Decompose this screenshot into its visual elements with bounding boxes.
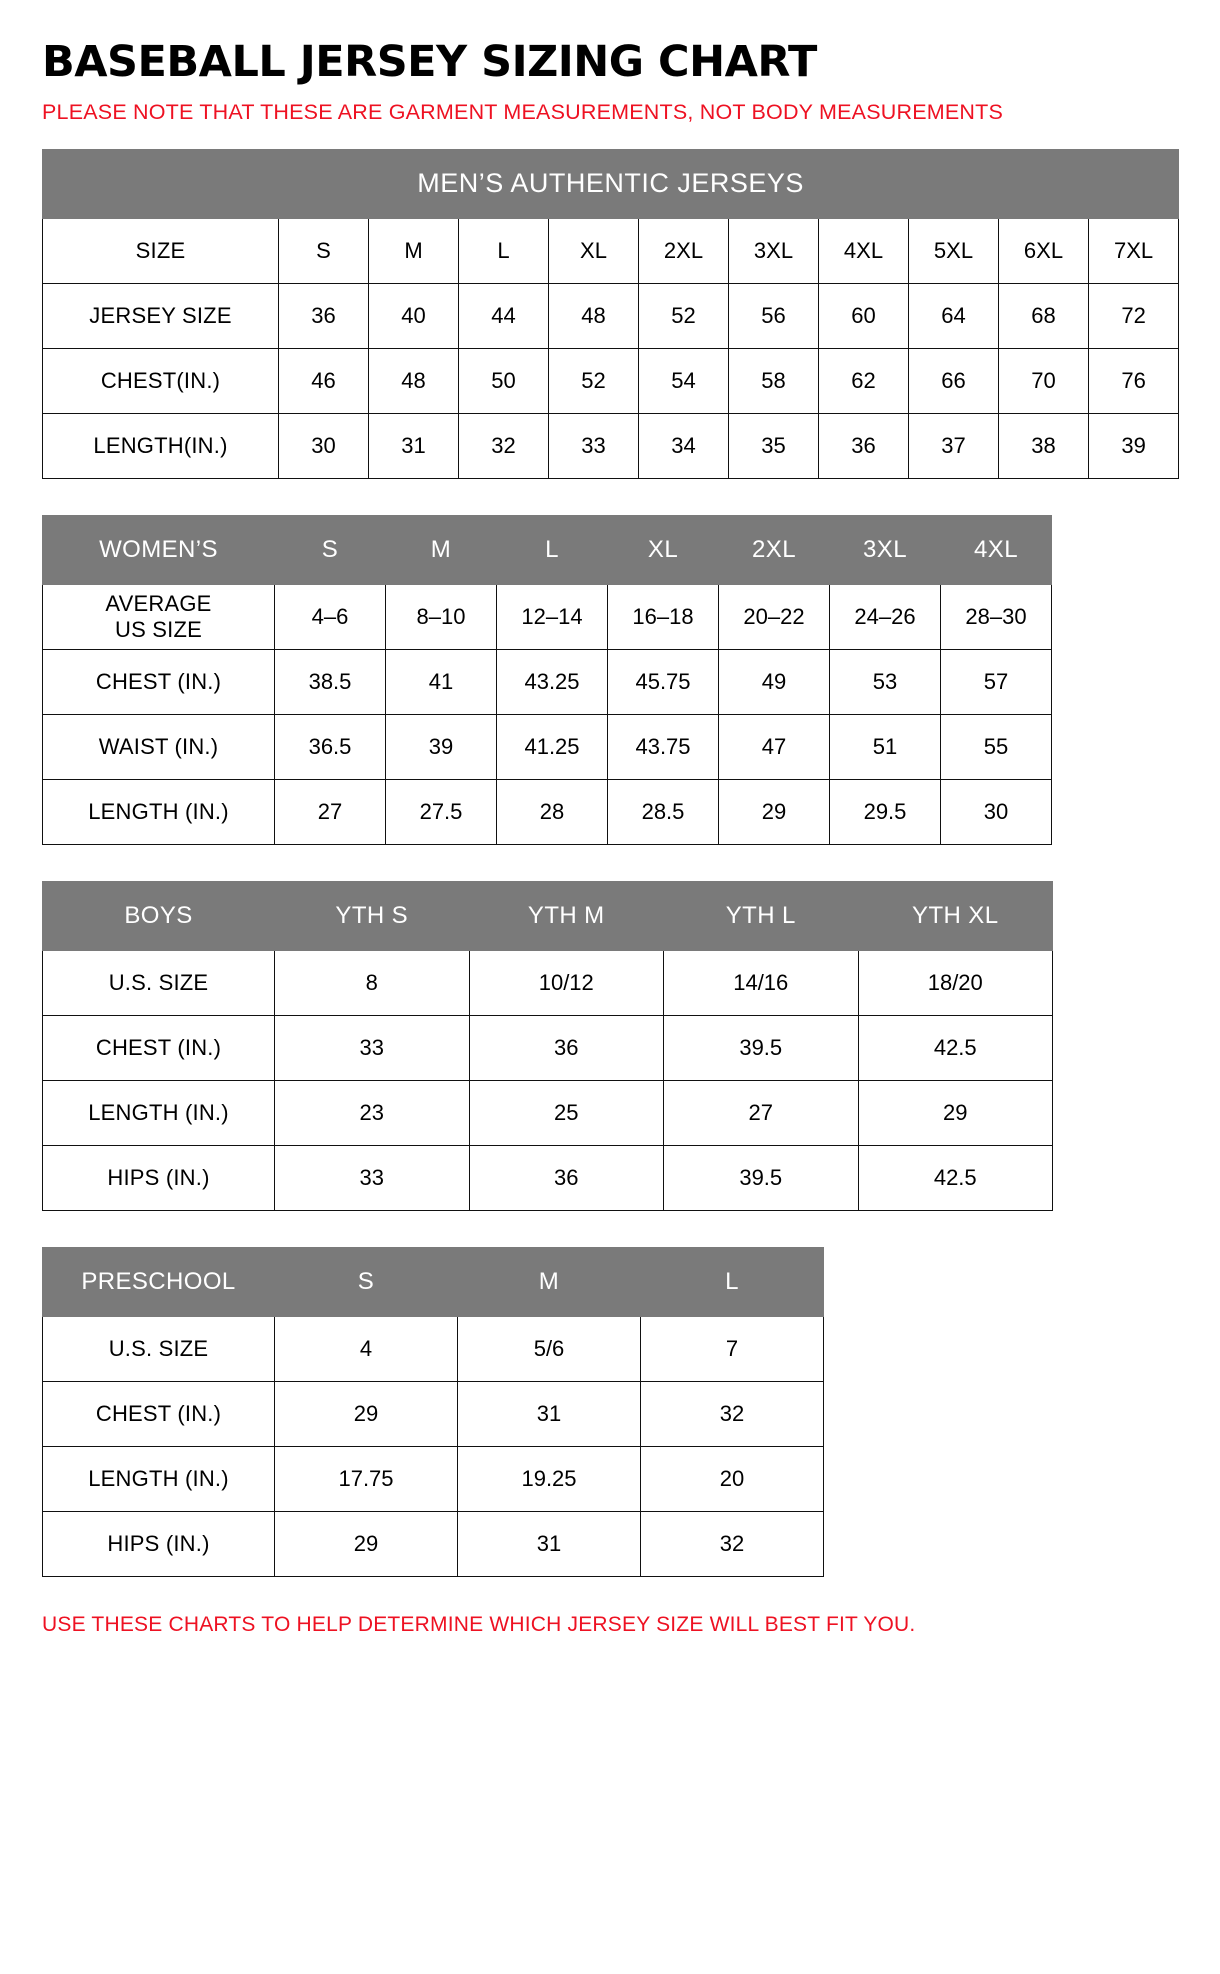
table-row: [43, 950, 1053, 1015]
table-row: [43, 348, 1179, 413]
cell: 29.5: [830, 779, 941, 844]
table-row: [43, 1145, 1053, 1210]
cell: 44: [459, 283, 549, 348]
preschool-size-l: L: [641, 1247, 824, 1316]
cell: 45.75: [608, 649, 719, 714]
cell: 29: [719, 779, 830, 844]
cell: 24–26: [830, 584, 941, 649]
cell: 27: [275, 779, 386, 844]
cell: 7: [641, 1316, 824, 1381]
row-label: LENGTH(IN.): [43, 413, 279, 478]
table-row: [43, 1316, 824, 1381]
cell: 36.5: [275, 714, 386, 779]
cell: 30: [941, 779, 1052, 844]
cell: 32: [641, 1381, 824, 1446]
mens-size-6xl: 6XL: [999, 218, 1089, 283]
cell: 50: [459, 348, 549, 413]
row-label: LENGTH (IN.): [43, 779, 275, 844]
cell: 12–14: [497, 584, 608, 649]
table-row: [43, 584, 1052, 649]
cell: 52: [549, 348, 639, 413]
mens-size-xl: XL: [549, 218, 639, 283]
cell: 18/20: [858, 950, 1053, 1015]
row-label: JERSEY SIZE: [43, 283, 279, 348]
cell: 35: [729, 413, 819, 478]
cell: 4: [275, 1316, 458, 1381]
row-label: U.S. SIZE: [43, 1316, 275, 1381]
cell: 53: [830, 649, 941, 714]
cell: 37: [909, 413, 999, 478]
cell: 72: [1089, 283, 1179, 348]
cell: 30: [279, 413, 369, 478]
cell: 36: [279, 283, 369, 348]
cell: 20–22: [719, 584, 830, 649]
page-title: BASEBALL JERSEY SIZING CHART: [42, 37, 817, 87]
cell: 47: [719, 714, 830, 779]
row-label-line2: US SIZE: [115, 616, 202, 642]
womens-size-l: L: [497, 515, 608, 584]
row-label: HIPS (IN.): [43, 1511, 275, 1576]
mens-band-title: MEN’S AUTHENTIC JERSEYS: [43, 149, 1179, 218]
cell: 8: [275, 950, 470, 1015]
cell: 39: [1089, 413, 1179, 478]
mens-size-5xl: 5XL: [909, 218, 999, 283]
table-row: [43, 649, 1052, 714]
mens-size-s: S: [279, 218, 369, 283]
cell: 20: [641, 1446, 824, 1511]
row-label: CHEST (IN.): [43, 649, 275, 714]
row-label: U.S. SIZE: [43, 950, 275, 1015]
boys-size-yth-s: YTH S: [275, 881, 470, 950]
cell: 31: [458, 1381, 641, 1446]
table-row: [43, 714, 1052, 779]
mens-size-m: M: [369, 218, 459, 283]
mens-size-4xl: 4XL: [819, 218, 909, 283]
row-label: [43, 584, 275, 649]
cell: 39: [386, 714, 497, 779]
row-label: LENGTH (IN.): [43, 1446, 275, 1511]
cell: 43.75: [608, 714, 719, 779]
cell: 23: [275, 1080, 470, 1145]
row-label: CHEST (IN.): [43, 1015, 275, 1080]
mens-size-7xl: 7XL: [1089, 218, 1179, 283]
mens-size-header-row: [43, 218, 1179, 283]
cell: 76: [1089, 348, 1179, 413]
cell: 31: [369, 413, 459, 478]
preschool-corner-label: PRESCHOOL: [43, 1247, 275, 1316]
table-row: [43, 1015, 1053, 1080]
cell: 32: [459, 413, 549, 478]
boys-size-header-row: [43, 881, 1053, 950]
cell: 38.5: [275, 649, 386, 714]
cell: 10/12: [469, 950, 664, 1015]
cell: 70: [999, 348, 1089, 413]
cell: 48: [549, 283, 639, 348]
cell: 29: [858, 1080, 1053, 1145]
row-label-line1: AVERAGE: [105, 591, 212, 617]
preschool-jerseys-table: [42, 1247, 824, 1577]
womens-size-s: S: [275, 515, 386, 584]
cell: 31: [458, 1511, 641, 1576]
table-row: [43, 779, 1052, 844]
cell: 42.5: [858, 1145, 1053, 1210]
cell: 28: [497, 779, 608, 844]
cell: 33: [275, 1015, 470, 1080]
cell: 33: [275, 1145, 470, 1210]
cell: 27.5: [386, 779, 497, 844]
cell: 52: [639, 283, 729, 348]
row-label: CHEST (IN.): [43, 1381, 275, 1446]
cell: 34: [639, 413, 729, 478]
cell: 28–30: [941, 584, 1052, 649]
mens-header-band: [43, 149, 1179, 218]
preschool-size-header-row: [43, 1247, 824, 1316]
cell: 38: [999, 413, 1089, 478]
footer-note: USE THESE CHARTS TO HELP DETERMINE WHICH JERSEY SIZE WILL BEST FIT YOU.: [42, 1612, 916, 1636]
cell: 55: [941, 714, 1052, 779]
cell: 57: [941, 649, 1052, 714]
boys-size-yth-l: YTH L: [664, 881, 859, 950]
boys-corner-label: BOYS: [43, 881, 275, 950]
cell: 28.5: [608, 779, 719, 844]
cell: 41: [386, 649, 497, 714]
cell: 42.5: [858, 1015, 1053, 1080]
cell: 36: [469, 1015, 664, 1080]
cell: 32: [641, 1511, 824, 1576]
cell: 40: [369, 283, 459, 348]
boys-size-yth-m: YTH M: [469, 881, 664, 950]
womens-size-xl: XL: [608, 515, 719, 584]
womens-corner-label: WOMEN’S: [43, 515, 275, 584]
mens-size-label: SIZE: [43, 218, 279, 283]
womens-size-2xl: 2XL: [719, 515, 830, 584]
boys-size-yth-xl: YTH XL: [858, 881, 1053, 950]
table-row: [43, 1381, 824, 1446]
mens-size-3xl: 3XL: [729, 218, 819, 283]
cell: 5/6: [458, 1316, 641, 1381]
cell: 17.75: [275, 1446, 458, 1511]
cell: 14/16: [664, 950, 859, 1015]
womens-size-header-row: [43, 515, 1052, 584]
row-label: WAIST (IN.): [43, 714, 275, 779]
womens-size-3xl: 3XL: [830, 515, 941, 584]
cell: 56: [729, 283, 819, 348]
cell: 43.25: [497, 649, 608, 714]
cell: 36: [819, 413, 909, 478]
row-label: LENGTH (IN.): [43, 1080, 275, 1145]
cell: 46: [279, 348, 369, 413]
cell: 68: [999, 283, 1089, 348]
cell: 8–10: [386, 584, 497, 649]
cell: 36: [469, 1145, 664, 1210]
womens-jerseys-table: [42, 515, 1052, 845]
mens-size-2xl: 2XL: [639, 218, 729, 283]
womens-size-m: M: [386, 515, 497, 584]
cell: 58: [729, 348, 819, 413]
cell: 16–18: [608, 584, 719, 649]
cell: 33: [549, 413, 639, 478]
cell: 60: [819, 283, 909, 348]
table-row: [43, 1446, 824, 1511]
cell: 29: [275, 1511, 458, 1576]
cell: 39.5: [664, 1015, 859, 1080]
table-row: [43, 283, 1179, 348]
cell: 48: [369, 348, 459, 413]
row-label: HIPS (IN.): [43, 1145, 275, 1210]
cell: 4–6: [275, 584, 386, 649]
table-row: [43, 1080, 1053, 1145]
row-label: CHEST(IN.): [43, 348, 279, 413]
boys-jerseys-table: [42, 881, 1053, 1211]
mens-size-l: L: [459, 218, 549, 283]
cell: 66: [909, 348, 999, 413]
mens-authentic-jerseys-table: [42, 149, 1179, 479]
womens-size-4xl: 4XL: [941, 515, 1052, 584]
cell: 49: [719, 649, 830, 714]
measurement-note: PLEASE NOTE THAT THESE ARE GARMENT MEASUREMENTS, NOT BODY MEASUREMENTS: [42, 100, 1003, 125]
cell: 27: [664, 1080, 859, 1145]
preschool-size-m: M: [458, 1247, 641, 1316]
table-row: [43, 1511, 824, 1576]
cell: 51: [830, 714, 941, 779]
cell: 62: [819, 348, 909, 413]
cell: 39.5: [664, 1145, 859, 1210]
cell: 64: [909, 283, 999, 348]
cell: 25: [469, 1080, 664, 1145]
cell: 54: [639, 348, 729, 413]
cell: 29: [275, 1381, 458, 1446]
preschool-size-s: S: [275, 1247, 458, 1316]
cell: 41.25: [497, 714, 608, 779]
cell: 19.25: [458, 1446, 641, 1511]
table-row: [43, 413, 1179, 478]
